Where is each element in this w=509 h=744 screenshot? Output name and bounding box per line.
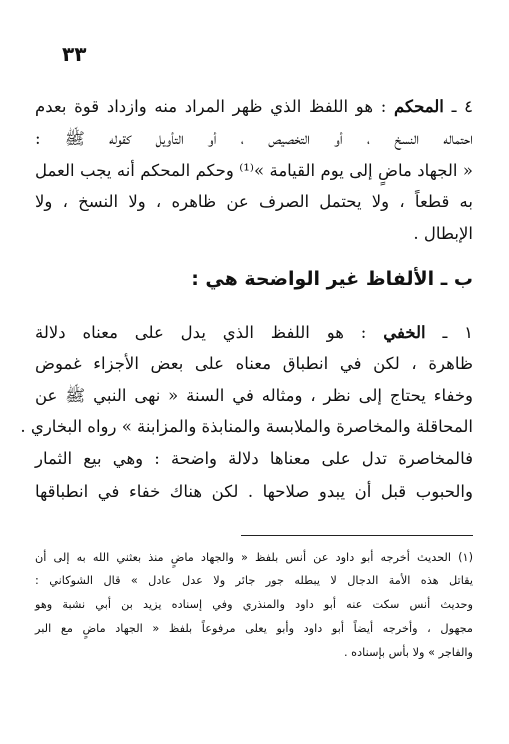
- khafi-line-1: ١ ـ الخفي : هو اللفظ الذي يدل على معناه دلالة: [35, 323, 473, 342]
- muhkam-line-1: ٤ ـ المحكم : هو اللفظ الذي ظهر المراد منه وازداد قوة بعدم: [35, 97, 474, 116]
- footnote-line-5: والفاجر » ولا بأس بإسناده .: [344, 646, 473, 659]
- khafi-line-6: والحبوب قبل أن يبدو صلاحها . لكن هناك خفاء في انطباقها: [35, 482, 473, 501]
- section-heading: ب ـ الألفاظ غير الواضحة هي :: [191, 268, 473, 290]
- muhkam-line-5: الإبطال .: [413, 224, 473, 243]
- footnote-line-4: مجهول ، وأخرجه أيضاً أبو داود وأبو يعلى مرفوعاً بلفظ « الجهاد ماضٍ مع البر: [35, 622, 473, 635]
- khafi-line-4: المحاقلة والمخاصرة والملابسة والمنابذة والمزابنة » رواه البخاري .: [20, 417, 473, 436]
- defined-term: المحكم: [394, 97, 444, 116]
- muhkam-line-4: به قطعاً ، ولا يحتمل الصرف عن ظاهره ، ولا النسخ ، ولا: [35, 192, 473, 211]
- footnote-divider: [241, 535, 473, 536]
- page-number: ٣٣: [62, 42, 87, 66]
- khafi-line-3: وخفاء يحتاج إلى نظر ، ومثاله في السنة « نهى النبي ﷺ عن: [35, 386, 473, 405]
- khafi-line-2: ظاهرة ، لكن في انطباق معناه على بعض الأجزاء غموض: [35, 354, 473, 373]
- muhkam-line-3: « الجهاد ماضٍ إلى يوم القيامة »⁽¹⁾ وحكم المحكم أنه يجب العمل: [35, 161, 473, 180]
- defined-term: الخفي: [383, 323, 426, 342]
- muhkam-line-2: احتماله النسخ ، أو التخصيص ، أو التأويل كقوله ﷺ :: [35, 129, 473, 148]
- footnote-line-3: وحديث أنس سكت عنه أبو داود والمنذري وفي إسناده يزيد بن أبي نشبة وهو: [35, 598, 473, 611]
- footnote-line-1: (١) الحديث أخرجه أبو داود عن أنس بلفظ « والجهاد ماضٍ منذ بعثني الله به إلى أن: [35, 551, 473, 564]
- khafi-line-5: فالمخاصرة تدل على معناها دلالة واضحة : وهي بيع الثمار: [35, 449, 473, 468]
- footnote-line-2: يقاتل هذه الأمة الدجال لا يبطله جور جائر ولا عدل عادل » قال الشوكاني :: [35, 574, 473, 587]
